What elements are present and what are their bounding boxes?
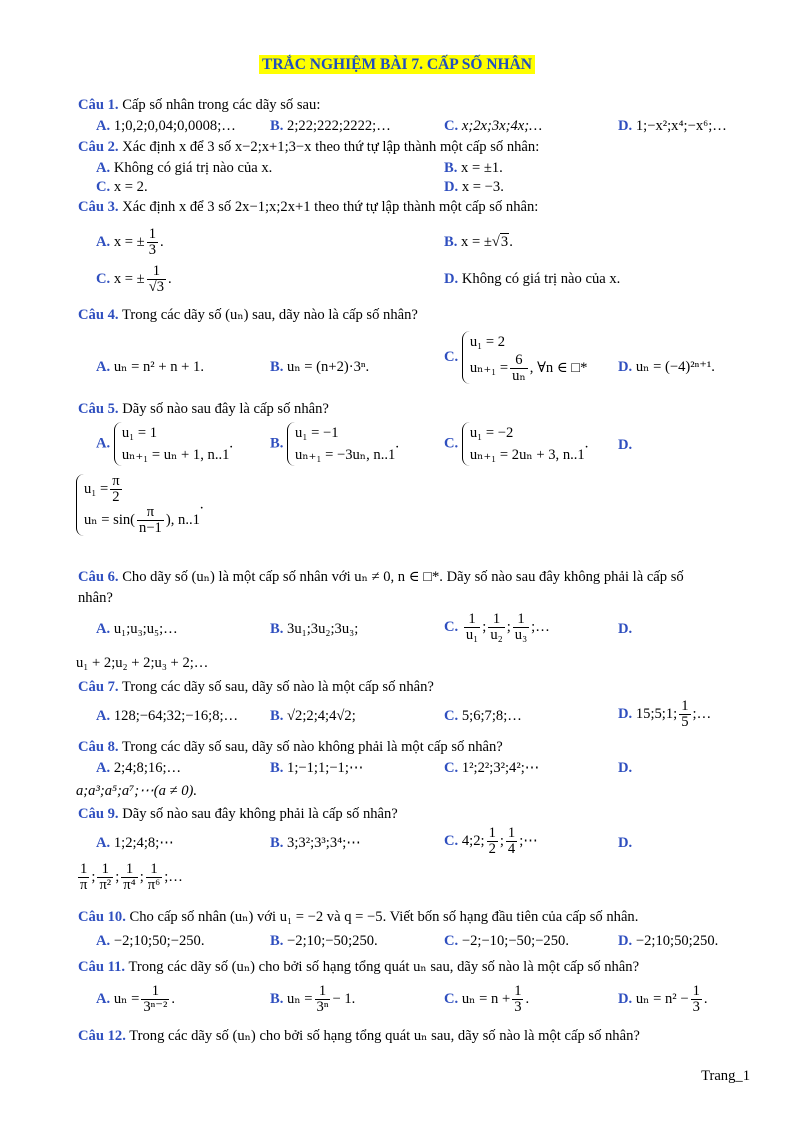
q5-a1-text: u₁ = 1 <box>121 425 158 441</box>
q8-a-text: 2;4;8;16;… <box>113 760 182 776</box>
q7-text-text: Trong các dãy số sau, dãy số nào là một cấp số nhân? <box>121 679 434 695</box>
q9-a-text: 1;2;4;8;⋯ <box>113 835 174 851</box>
q9-option-a <box>96 834 174 852</box>
q9-d-d3-text: π⁴ <box>123 877 136 893</box>
q11-d-num-text: 1 <box>692 983 700 999</box>
q4-B-text: B. <box>270 359 284 375</box>
q6-a-text: u₁;u₃;u₅;… <box>113 621 178 637</box>
q2-B-text: B. <box>444 160 458 176</box>
q4-option-b <box>270 358 369 376</box>
q7-c-text: 5;6;7;8;… <box>461 708 522 724</box>
fraction <box>147 264 166 295</box>
q7-C-text: C. <box>444 708 459 724</box>
fraction <box>488 612 504 643</box>
fraction <box>137 505 164 536</box>
q4-c2-pre-text: uₙ₊₁ = <box>469 359 509 376</box>
q11-a-den-text: 3ⁿ⁻² <box>143 999 168 1015</box>
q4-option-d <box>618 358 715 376</box>
q3-text-text: Xác định x để 3 số 2x−1;x;2x+1 theo thứ tự lập thành một cấp số nhân: <box>122 199 539 215</box>
q11-b-pre-text: uₙ = <box>287 990 313 1007</box>
fraction <box>691 984 702 1015</box>
fraction <box>97 862 113 893</box>
q4-c2-den-text: uₙ <box>512 368 526 384</box>
q9-c-d1-text: 2 <box>488 841 496 857</box>
q2-option-c <box>96 178 148 196</box>
q5-option-b: B. u₁ = −1 uₙ₊₁ = −3uₙ, n..1 . <box>270 422 399 466</box>
q6-c-n-text: 1 <box>464 612 480 628</box>
q9-d-d1-text: π <box>80 877 88 893</box>
equation-system <box>287 422 395 466</box>
equation-system <box>462 422 585 466</box>
page-number: Trang_1 <box>701 1068 750 1084</box>
q10-A-text: A. <box>96 933 111 949</box>
q9-option-c: C. 4;2; $\frac{1}{2}$ ; $\frac{1}{4}$ ;⋯ <box>444 825 538 857</box>
q11-option-b <box>270 984 355 1015</box>
q2-A-text: A. <box>96 160 111 176</box>
q6-c-n-text: 1 <box>513 612 529 628</box>
q11-d-den-text: 3 <box>692 999 700 1015</box>
q7-label-text: Câu 7. <box>78 679 119 695</box>
q5-c1-text: u₁ = −2 <box>469 425 514 441</box>
question-9 <box>78 805 398 823</box>
q6-option-a <box>96 620 178 638</box>
q6-c-d2-text: u₂ <box>490 627 503 643</box>
q9-B-text: B. <box>270 835 284 851</box>
q5-C-text: C. <box>444 435 459 452</box>
q3-option-d <box>444 270 620 288</box>
question-3 <box>78 198 538 216</box>
q3-c-den-text: √3 <box>148 279 165 296</box>
q3-D-text: D. <box>444 271 459 287</box>
q11-a-num-text: 1 <box>141 984 169 1000</box>
q5-D-text: D. <box>618 437 633 453</box>
q9-d-n-text: 1 <box>78 862 89 878</box>
q10-option-a <box>96 932 205 950</box>
q2-b-text: x = ±1. <box>461 160 503 176</box>
q4-D-text: D. <box>618 359 633 375</box>
q6-label-text: Câu 6. <box>78 569 119 585</box>
q3-option-b: B. x = ±√3. <box>444 234 513 250</box>
q4-label-text: Câu 4. <box>78 307 119 323</box>
q9-c-n-text: 1 <box>488 825 496 841</box>
q10-c-text: −2;−10;−50;−250. <box>461 933 569 949</box>
q7-option-c <box>444 707 522 725</box>
equation-system <box>114 422 230 466</box>
q11-option-d: D. uₙ = n² − $\frac{1}{3}$ . <box>618 983 708 1015</box>
q7-option-a <box>96 707 238 725</box>
q9-c-n-text: 1 <box>507 825 516 841</box>
fraction <box>512 984 523 1015</box>
q3-C-text: C. <box>96 271 111 287</box>
q3-c-pre-text: x = ± <box>113 271 145 287</box>
q10-text-text: Cho cấp số nhân (uₙ) với u₁ = −2 và q = −5. Viết bốn số hạng đầu tiên của cấp số nhân. <box>129 909 639 925</box>
q10-D-text: D. <box>618 933 633 949</box>
fraction <box>506 826 517 857</box>
q10-b-text: −2;10;−50;250. <box>287 933 378 949</box>
question-10 <box>78 908 638 926</box>
q9-d-n-text: 1 <box>146 862 162 878</box>
q8-text-text: Trong các dãy số sau, dãy số nào không phải là một cấp số nhân? <box>121 739 503 755</box>
q3-a-num-text: 1 <box>148 226 156 243</box>
q4-c1-text: u₁ = 2 <box>469 334 506 350</box>
q6-C-text: C. <box>444 619 459 635</box>
q6-B-text: B. <box>270 621 284 637</box>
q10-B-text: B. <box>270 933 284 949</box>
q8-c-text: 1²;2²;3²;4²;⋯ <box>461 760 540 776</box>
q1-c-text: x;2x;3x;4x;… <box>461 118 543 134</box>
q1-A-text: A. <box>96 118 111 134</box>
q5-a2-text: uₙ₊₁ = uₙ + 1, n..1 <box>121 447 230 463</box>
q11-b-den-text: 3ⁿ <box>316 999 329 1015</box>
q10-option-b <box>270 932 378 950</box>
fraction <box>679 699 690 730</box>
question-6 <box>78 568 684 586</box>
q11-c-num-text: 1 <box>514 983 522 999</box>
q7-option-b <box>270 707 356 725</box>
q12-text-text: Trong các dãy số (uₙ) cho bởi số hạng tổng quát uₙ sau, dãy số nào là một cấp số nhân? <box>129 1028 640 1044</box>
q7-B-text: B. <box>270 708 284 724</box>
q3-option-c: C. x = ± $\frac{1}{√3}$ . <box>96 263 172 296</box>
q11-text-text: Trong các dãy số (uₙ) cho bởi số hạng tổng quát uₙ sau, dãy số nào là một cấp số nhân? <box>128 959 640 975</box>
q3-b-rad-text: 3 <box>500 234 509 250</box>
q1-B-text: B. <box>270 118 284 134</box>
q1-d-text: 1;−x²;x⁴;−x⁶;… <box>635 118 727 134</box>
q9-option-d-label <box>618 834 632 852</box>
q8-option-c <box>444 759 539 777</box>
q11-D-text: D. <box>618 991 633 1007</box>
q3-label-text: Câu 3. <box>78 199 119 215</box>
q8-B-text: B. <box>270 760 284 776</box>
q7-d-num-text: 1 <box>681 698 689 714</box>
q9-A-text: A. <box>96 835 111 851</box>
q6-text-text: Cho dãy số (uₙ) là một cấp số nhân với uₙ ≠ 0, n ∈ □*. Dãy số nào sau đây không phải là cấp số <box>122 569 684 585</box>
question-12 <box>78 1027 640 1045</box>
q5-text-text: Dãy số nào sau đây là cấp số nhân? <box>122 401 329 417</box>
q1-text-text: Cấp số nhân trong các dãy số sau: <box>122 97 321 113</box>
q7-d-post-text: ;… <box>692 705 712 722</box>
q1-option-d <box>618 117 727 135</box>
q4-text-text: Trong các dãy số (uₙ) sau, dãy nào là cấp số nhân? <box>121 307 418 323</box>
q6-option-b <box>270 620 358 638</box>
q10-option-c <box>444 932 569 950</box>
q11-b-post-text: − 1. <box>332 990 356 1007</box>
q12-label-text: Câu 12. <box>78 1028 126 1044</box>
q5-d1-num-text: π <box>112 473 120 489</box>
q5-d2-den-text: n−1 <box>139 520 162 536</box>
q7-D-text: D. <box>618 706 633 722</box>
question-8 <box>78 738 503 756</box>
q6-c-d1-text: u₁ <box>465 627 479 643</box>
q11-a-pre-text: uₙ = <box>113 990 140 1007</box>
q6-b-text: 3u₁;3u₂;3u₃; <box>287 621 359 637</box>
q2-C-text: C. <box>96 179 111 195</box>
q5-b2-text: uₙ₊₁ = −3uₙ, n..1 <box>295 447 396 463</box>
fraction <box>464 612 480 643</box>
q9-option-b <box>270 834 361 852</box>
q6-d-text: u₁ + 2;u₂ + 2;u₃ + 2;… <box>76 655 209 671</box>
q7-a-text: 128;−64;32;−16;8;… <box>113 708 239 724</box>
q4-c2-num-text: 6 <box>510 353 528 369</box>
fraction <box>315 984 331 1015</box>
q9-text-text: Dãy số nào sau đây không phải là cấp số nhân? <box>122 806 398 822</box>
question-4 <box>78 306 418 324</box>
q5-option-d: u₁ = $\frac{\pi}{2}$ uₙ = sin( $\frac{\pi}{n-1}$ ), n..1 . <box>76 474 204 536</box>
q9-d-d2-text: π² <box>99 877 112 893</box>
q5-d2-num-text: π <box>137 505 164 521</box>
q5-option-a: A. u₁ = 1 uₙ₊₁ = uₙ + 1, n..1 . <box>96 422 233 466</box>
q5-b1-text: u₁ = −1 <box>295 425 339 441</box>
title-text: TRẮC NGHIỆM BÀI 7. CẤP SỐ NHÂN <box>259 55 535 74</box>
q8-A-text: A. <box>96 760 111 776</box>
q4-a-text: uₙ = n² + n + 1. <box>113 359 204 375</box>
q1-option-b <box>270 117 391 135</box>
q1-a-text: 1;0,2;0,04;0,0008;… <box>113 118 236 134</box>
q9-d-n-text: 1 <box>121 862 137 878</box>
q10-option-d <box>618 932 718 950</box>
fraction <box>78 862 89 893</box>
q4-d-text: uₙ = (−4)²ⁿ⁺¹. <box>635 359 715 375</box>
q4-option-a <box>96 358 204 376</box>
fraction <box>513 612 529 643</box>
q11-c-pre-text: uₙ = n + <box>461 990 511 1007</box>
fraction <box>141 984 169 1015</box>
q10-a-text: −2;10;50;−250. <box>113 933 205 949</box>
q4-C-text: C. <box>444 349 459 365</box>
q3-a-pre-text: x = ± <box>113 234 145 250</box>
fraction <box>110 474 121 505</box>
q8-b-text: 1;−1;1;−1;⋯ <box>287 760 364 776</box>
q2-option-d <box>444 178 504 196</box>
q7-d-pre-text: 15;5;1; <box>635 705 678 722</box>
question-6-cont <box>78 589 113 607</box>
q11-C-text: C. <box>444 991 459 1007</box>
q8-option-a <box>96 759 181 777</box>
q8-d-text: a;a³;a⁵;a⁷;⋯(a ≠ 0). <box>76 783 198 799</box>
q9-c-d2-text: 4 <box>507 841 516 857</box>
question-2 <box>78 138 539 156</box>
q3-c-num-text: 1 <box>147 264 166 280</box>
fraction <box>510 353 528 384</box>
q8-option-d <box>76 782 197 800</box>
document-title <box>0 56 794 74</box>
q9-d-post-text: ;… <box>164 868 183 885</box>
question-5 <box>78 400 329 418</box>
q3-A-text: A. <box>96 234 111 250</box>
q2-a-text: Không có giá trị nào của x. <box>113 160 273 176</box>
fraction <box>147 227 158 258</box>
q6-D-text: D. <box>618 621 633 637</box>
q10-d-text: −2;10;50;250. <box>635 933 719 949</box>
fraction <box>146 862 162 893</box>
q9-C-text: C. <box>444 833 459 849</box>
question-1 <box>78 96 320 114</box>
q2-text-text: Xác định x để 3 số x−2;x+1;3−x theo thứ tự lập thành một cấp số nhân: <box>122 139 540 155</box>
q1-C-text: C. <box>444 118 459 134</box>
q5-A-text: A. <box>96 435 111 452</box>
q9-c-post-text: ;⋯ <box>519 832 538 849</box>
fraction <box>121 862 137 893</box>
q5-d2-post-text: ), n..1 <box>165 511 200 528</box>
q6-A-text: A. <box>96 621 111 637</box>
q5-c2-text: uₙ₊₁ = 2uₙ + 3, n..1 <box>469 447 585 463</box>
q9-d-n-text: 1 <box>97 862 113 878</box>
q5-label-text: Câu 5. <box>78 401 119 417</box>
q11-b-num-text: 1 <box>315 984 331 1000</box>
q8-option-d-label <box>618 759 632 777</box>
q6-c-d3-text: u₃ <box>514 627 528 643</box>
q11-label-text: Câu 11. <box>78 959 126 975</box>
q6-c-post-text: ;… <box>531 618 550 635</box>
q8-option-b <box>270 759 364 777</box>
equation-system <box>462 331 588 384</box>
q6-option-d <box>76 654 208 672</box>
q8-D-text: D. <box>618 760 633 776</box>
q4-A-text: A. <box>96 359 111 375</box>
q2-option-a <box>96 159 272 177</box>
q9-option-d: $\frac{1}{\pi}$ ; $\frac{1}{\text{π²}}$ ; $\frac{1}{\text{π⁴}}$ ; $\frac{1}{\text{π⁶}}$ ;… <box>80 861 183 893</box>
q8-C-text: C. <box>444 760 459 776</box>
q2-label-text: Câu 2. <box>78 139 119 155</box>
q5-option-d-label <box>618 436 632 454</box>
q6-c-n-text: 1 <box>488 612 504 628</box>
q5-d2-pre-text: uₙ = sin( <box>84 511 136 528</box>
q9-d-d4-text: π⁶ <box>147 877 161 893</box>
q9-b-text: 3;3²;3³;3⁴;⋯ <box>287 835 361 851</box>
q2-D-text: D. <box>444 179 459 195</box>
q7-b-text: √2;2;4;4√2; <box>287 708 356 724</box>
q3-a-den-text: 3 <box>148 242 156 259</box>
q1-option-c <box>444 117 542 135</box>
q1-label-text: Câu 1. <box>78 97 119 113</box>
q9-label-text: Câu 9. <box>78 806 119 822</box>
q3-B-text: B. <box>444 234 458 250</box>
q1-D-text: D. <box>618 118 633 134</box>
q9-D-text: D. <box>618 835 633 851</box>
q4-c2-post-text: , ∀n ∈ □* <box>529 359 588 376</box>
q6-option-d-label <box>618 620 632 638</box>
q5-option-c: C. u₁ = −2 uₙ₊₁ = 2uₙ + 3, n..1 . <box>444 422 588 466</box>
q8-label-text: Câu 8. <box>78 739 119 755</box>
fraction <box>487 826 498 857</box>
q4-option-c <box>444 331 587 384</box>
q11-d-pre-text: uₙ = n² − <box>635 990 689 1007</box>
q6-text2-text: nhân? <box>78 590 113 606</box>
q2-option-b <box>444 159 503 177</box>
q2-c-text: x = 2. <box>113 179 148 195</box>
question-7 <box>78 678 434 696</box>
q6-option-c: C. $\frac{1}{\text{u₁}}$ ; $\frac{1}{\text{u₂}}$ ; $\frac{1}{\text{u₃}}$ ;… <box>444 611 550 643</box>
q10-label-text: Câu 10. <box>78 909 126 925</box>
q1-b-text: 2;22;222;2222;… <box>287 118 391 134</box>
q2-d-text: x = −3. <box>461 179 504 195</box>
q1-option-a <box>96 117 236 135</box>
q7-d-den-text: 5 <box>681 714 689 730</box>
q11-A-text: A. <box>96 991 111 1007</box>
q5-B-text: B. <box>270 435 284 452</box>
q11-option-a: A. uₙ = $\frac{1}{\text{3ⁿ⁻²}}$ . <box>96 983 175 1015</box>
q3-d-text: Không có giá trị nào của x. <box>461 271 621 287</box>
q5-d1-den-text: 2 <box>112 489 120 505</box>
q11-c-den-text: 3 <box>514 999 522 1015</box>
q5-d1-pre-text: u₁ = <box>84 480 109 497</box>
q11-option-c: C. uₙ = n + $\frac{1}{3}$ . <box>444 983 530 1015</box>
question-11 <box>78 958 639 976</box>
q3-option-a: A. x = ± $\frac{1}{3}$ . <box>96 226 164 259</box>
q9-c-pre-text: 4;2; <box>461 832 485 849</box>
q4-b-text: uₙ = (n+2)·3ⁿ. <box>287 359 370 375</box>
q10-C-text: C. <box>444 933 459 949</box>
q7-option-d <box>618 699 711 730</box>
equation-system <box>76 474 200 536</box>
q3-b-pre-text: x = ± <box>461 234 492 250</box>
q11-B-text: B. <box>270 991 284 1007</box>
q7-A-text: A. <box>96 708 111 724</box>
